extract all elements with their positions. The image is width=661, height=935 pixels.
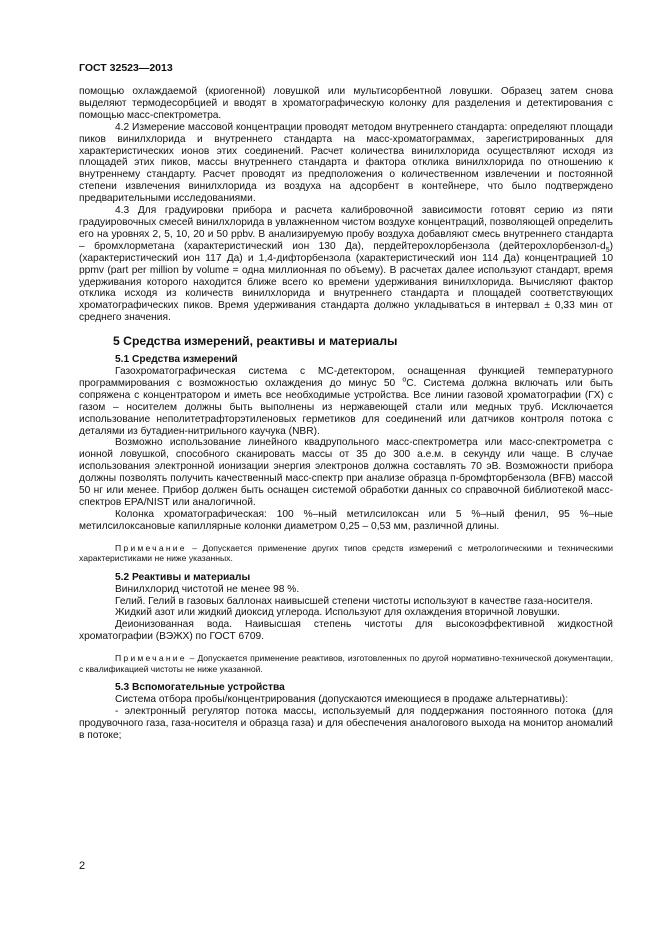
section-5-1-heading: 5.1 Средства измерений	[115, 354, 238, 366]
paragraph-sampling-system: Система отбора пробы/концентрирования (допускаются имеющиеся в продаже альтернативы):	[115, 694, 569, 706]
degree-superscript: о	[402, 376, 407, 384]
paragraph-nitrogen: Жидкий азот или жидкий диоксид углерода. Используют для охлаждения вторичной ловушки.	[115, 607, 560, 619]
paragraph-4-2: 4.2 Измерение массовой концентрации проводят методом внутреннего стандарта: определяют площади пиков винилхлорида и внутреннего стандарта на масс-хроматограммах, зарегистрированных для характеристических ионов этих соединений. Расчет количества винилхлорида осуществляют исходя из площадей этих пиков, массы внутреннего стандарта и фактора отклика винилхлорида по отношению к внутреннему стандарту. Расчет проводят из предположения о количественном извлечении и постоянной степени извлечения винилхлорида из воздуха на адсорбент в контейнере, что было подтверждено предварительными исследованиями.	[79, 121, 613, 205]
note-label: Примечание	[115, 653, 187, 664]
document-body	[79, 86, 613, 742]
paragraph-water: Деионизованная вода. Наивысшая степень чистоты для высокоэффективной жидкостной хроматографии (ВЭЖХ) по ГОСТ 6709.	[79, 619, 613, 643]
gc-system-part2: С. Система должна включать или быть сопряжена с концентратором и иметь все необходимые устройства. Все линии газовой хроматографии (ГХ) с газом – носителем должны быть выполнены из нержавеющей стали или медных труб. Исключается использование неполитетрафторэтиленовых герметиков для соединений или датчиков контроля потока с деталями из бутадиен-нитрильного каучука (NBR).	[79, 377, 613, 437]
paragraph-helium: Гелий. Гелий в газовых баллонах наивысшей степени чистоты используют в качестве газа-носителя.	[115, 595, 593, 607]
paragraph-gc-system	[79, 366, 613, 437]
note-2	[79, 653, 613, 674]
paragraph-mass-spectrometer: Возможно использование линейного квадрупольного масс-спектрометра или масс-спектрометра с ионной ловушкой, способного сканировать массы от 35 до 300 а.е.м. в секунду или чаще. В случае использования электронной ионизации энергия электронов должна составлять 70 эВ. Возможности прибора должны позволять получить качественный масс-спектр при анализе образца п-бромфторбензола (BFB) массой 50 нг или менее. Прибор должен быть оснащен системой обработки данных со справочной библиотекой масс-спектров EPA/NIST или аналогичной.	[79, 437, 613, 508]
note-2-text: – Допускается применение реактивов, изготовленных по другой нормативно-технической документации, с квалификацией чистоты не ниже указанной.	[79, 653, 613, 674]
paragraph-4-3	[79, 205, 613, 324]
gc-system-part1: Газохроматографическая система с МС-детектором, оснащенная функцией температурного программирования с возможностью охлаждения до минус 50	[79, 366, 613, 389]
note-1-text: – Допускается применение других типов средств измерений с метрологическими и техническими характеристиками не ниже указанных.	[79, 542, 613, 564]
paragraph-continuation: помощью охлаждаемой (криогенной) ловушкой или мультисорбентной ловушки. Образец затем снова выделяют термодесорбцией и вводят в хроматографическую колонку для разделения и детектирования с помощью масс-спектрометра.	[79, 86, 613, 121]
section-5-2-heading: 5.2 Реактивы и материалы	[115, 571, 251, 583]
note-1	[79, 543, 613, 564]
section-5-heading: 5 Средства измерений, реактивы и материалы	[113, 334, 398, 349]
paragraph-4-3-part2: ) (характеристический ион 117 Да) и 1,4-дифторбензола (характеристический ион 114 Да) концентрацией 10 ppmv (part per million by volume = одна миллионная по объему). В расчетах далее используют стандарт, время удерживания которого находится ближе всего ко времени удерживания винилхлорида. Вычисляют фактор отклика исходя из количеств винилхлорида и внутреннего стандарта и площадей соответствующих хроматографических пиков. Время удерживания стандарта должно укладываться в интервал ± 0,33 мин от среднего значения.	[79, 240, 613, 324]
note-label: Примечание	[115, 542, 187, 553]
page-number: 2	[79, 860, 86, 872]
section-5-3-heading: 5.3 Вспомогательные устройства	[115, 682, 285, 694]
paragraph-vinyl-chloride: Винилхлорид чистотой не менее 98 %.	[115, 583, 300, 595]
paragraph-column: Колонка хроматографическая: 100 %–ный метилсилоксан или 5 %–ный фенил, 95 %–ные метилсилоксановые капиллярные колонки диаметром 0,25 – 0,53 мм, различной длины.	[79, 508, 613, 532]
document-header: ГОСТ 32523—2013	[79, 62, 173, 74]
paragraph-flow-controller: - электронный регулятор потока массы, используемый для поддержания постоянного потока (для продувочного газа, газа-носителя и образца газа) и для обеспечения аналогового выхода на монитор аномалий в потоке;	[79, 705, 613, 741]
paragraph-4-3-part1: 4.3 Для градуировки прибора и расчета калибровочной зависимости готовят серию из пяти градуировочных смесей винилхлорида в увлажненном чистом воздухе концентраций, позволяющей определить его на уровнях 2, 5, 10, 20 и 50 ppbv. В анализируемую пробу воздуха добавляют смесь внутреннего стандарта – бромхлорметана (характеристический ион 130 Да), пердейтерохлорбензола (дейтерохлорбензол-d	[79, 205, 613, 252]
subscript-5: 5	[605, 246, 610, 254]
